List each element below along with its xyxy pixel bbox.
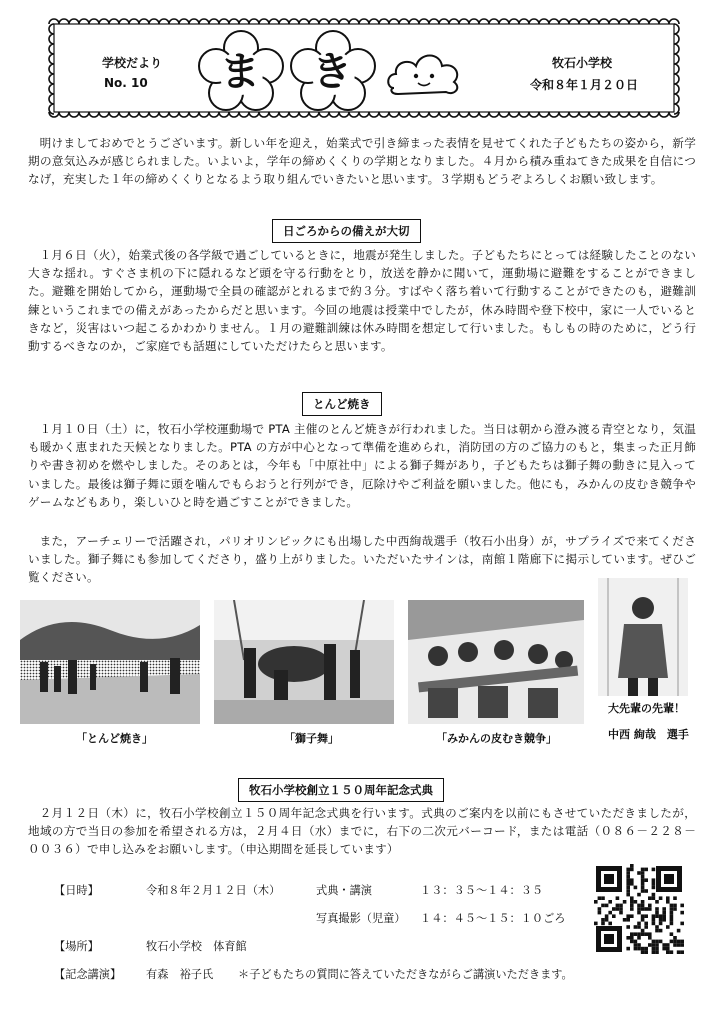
caption-shishimai: 「獅子舞」 xyxy=(284,732,339,745)
event-date: 令和８年２月１２日（木） xyxy=(146,884,281,897)
section-title-anniversary: 牧石小学校創立１５０周年記念式典 xyxy=(238,778,444,802)
lecture-note: ＊子どもたちの質問に答えていただきながらご講演いただきます。 xyxy=(238,968,573,981)
place-label: 【場所】 xyxy=(54,940,99,953)
masthead xyxy=(44,14,684,122)
title-char-ki: き xyxy=(312,49,352,95)
anniversary-paragraph: ２月１２日（木）に，牧石小学校創立１５０周年記念式典を行います。式典のご案内を以前にもさせていただきましたが，地域の方で当日の参加を希望される方は，２月４日（水）までに，右下の二次元バーコード，または電話（０８６－２２８－００３６）で申し込みをお願いします。（申込期間を延長しています） xyxy=(28,806,696,857)
athlete-tag: 大先輩の先輩！ xyxy=(608,702,685,715)
tondo-paragraph: １月１０日（土）に，牧石小学校運動場で PTA 主催のとんど焼きが行われました。当日は朝から澄み渡る青空となり，気温も暖かく恵まれた天候となりました。PTA の方が中心となって準備を進められ，消防団の方のご協力のもと，集まった正月飾りや書き初めを燃やしました。そのあとは，今年も「中原社中」による獅子舞があり，子どもたちは獅子舞の動きに見入っていました。最後は獅子舞に頭を噛んでもらおうと行列ができ，厄除けやご利益を願いました。他にも，みかんの皮むき競争やゲームなどもあり，楽しいひと時を過ごすことができました。 xyxy=(28,422,696,509)
issue-number: No. 10 xyxy=(104,76,148,90)
caption-tondo: 「とんど焼き」 xyxy=(76,732,153,745)
section-title-preparedness: 日ごろからの備えが大切 xyxy=(272,219,421,243)
intro-paragraph: 明けましておめでとうございます。新しい年を迎え，始業式で引き締まった表情を見せてくれた子どもたちの姿から，新学期の意気込みが感じられました。いよいよ，学年の締めくくりの学期となりました。４月から積み重ねてきた成果を自信につなげ，充実した１年の締めくくりとなるよう取り組んでいきたいと思います。３学期もどうぞよろしくお願い致します。 xyxy=(28,136,696,187)
ceremony-label: 式典・講演 xyxy=(316,884,372,897)
caption-mikan: 「みかんの皮むき競争」 xyxy=(436,732,557,745)
photo-tondo-yaki xyxy=(20,600,200,724)
lecture-label: 【記念講演】 xyxy=(54,968,122,981)
photo-mikan-contest xyxy=(408,600,584,724)
datetime-label: 【日時】 xyxy=(54,884,99,897)
photo-shishimai xyxy=(214,600,394,724)
athlete-paragraph: また，アーチェリーで活躍され，パリオリンピックにも出場した中西絢哉選手（牧石小出身）が，サプライズで来てくださいました。獅子舞にも参加してくださり，盛り上がりました。いただいたサインは，南館１階廊下に掲示しています。ぜひご覧ください。 xyxy=(28,534,696,585)
qr-code-icon[interactable] xyxy=(594,864,684,954)
preparedness-paragraph: １月６日（火），始業式後の各学級で過ごしているときに，地震が発生しました。子どもたちにとっては経験したことのない大きな揺れ。すぐさま机の下に隠れるなど頭を守る行動をとり，放送を静かに聞いて，運動場に避難をすることができました。避難を開始してから，運動場で全員の確認がとれるまで約３分。すばやく落ち着いて行動することができたのも，避難訓練というこれまでの備えがあったからだと思います。今回の地震は授業中でしたが，休み時間や登下校中，家に一人でいるときなど，災害はいつ起こるかわかりません。１月の避難訓練は休み時間を想定して行いました。もしもの時のために，どう行動するべきなのか，ご家庭でも話題にしていただけたらと思います。 xyxy=(28,248,696,354)
cloud-mascot-icon xyxy=(384,44,464,100)
place-value: 牧石小学校 体育館 xyxy=(146,940,247,953)
section-title-tondo: とんど焼き xyxy=(302,392,382,416)
title-char-ma: ま xyxy=(220,49,260,95)
photo-session-label: 写真撮影（児童） xyxy=(316,912,406,925)
newsletter-label: 学校だより xyxy=(102,56,163,70)
issue-date: 令和８年１月２０日 xyxy=(530,78,639,92)
lecturer-name: 有森 裕子氏 xyxy=(146,968,214,981)
photo-athlete xyxy=(598,578,688,696)
athlete-name: 中西 絢哉 選手 xyxy=(608,728,689,741)
ceremony-time: １３：３５～１４：３５ xyxy=(420,884,544,897)
photo-session-time: １４：４５～１５：１０ごろ xyxy=(420,912,566,925)
school-name: 牧石小学校 xyxy=(552,56,613,70)
